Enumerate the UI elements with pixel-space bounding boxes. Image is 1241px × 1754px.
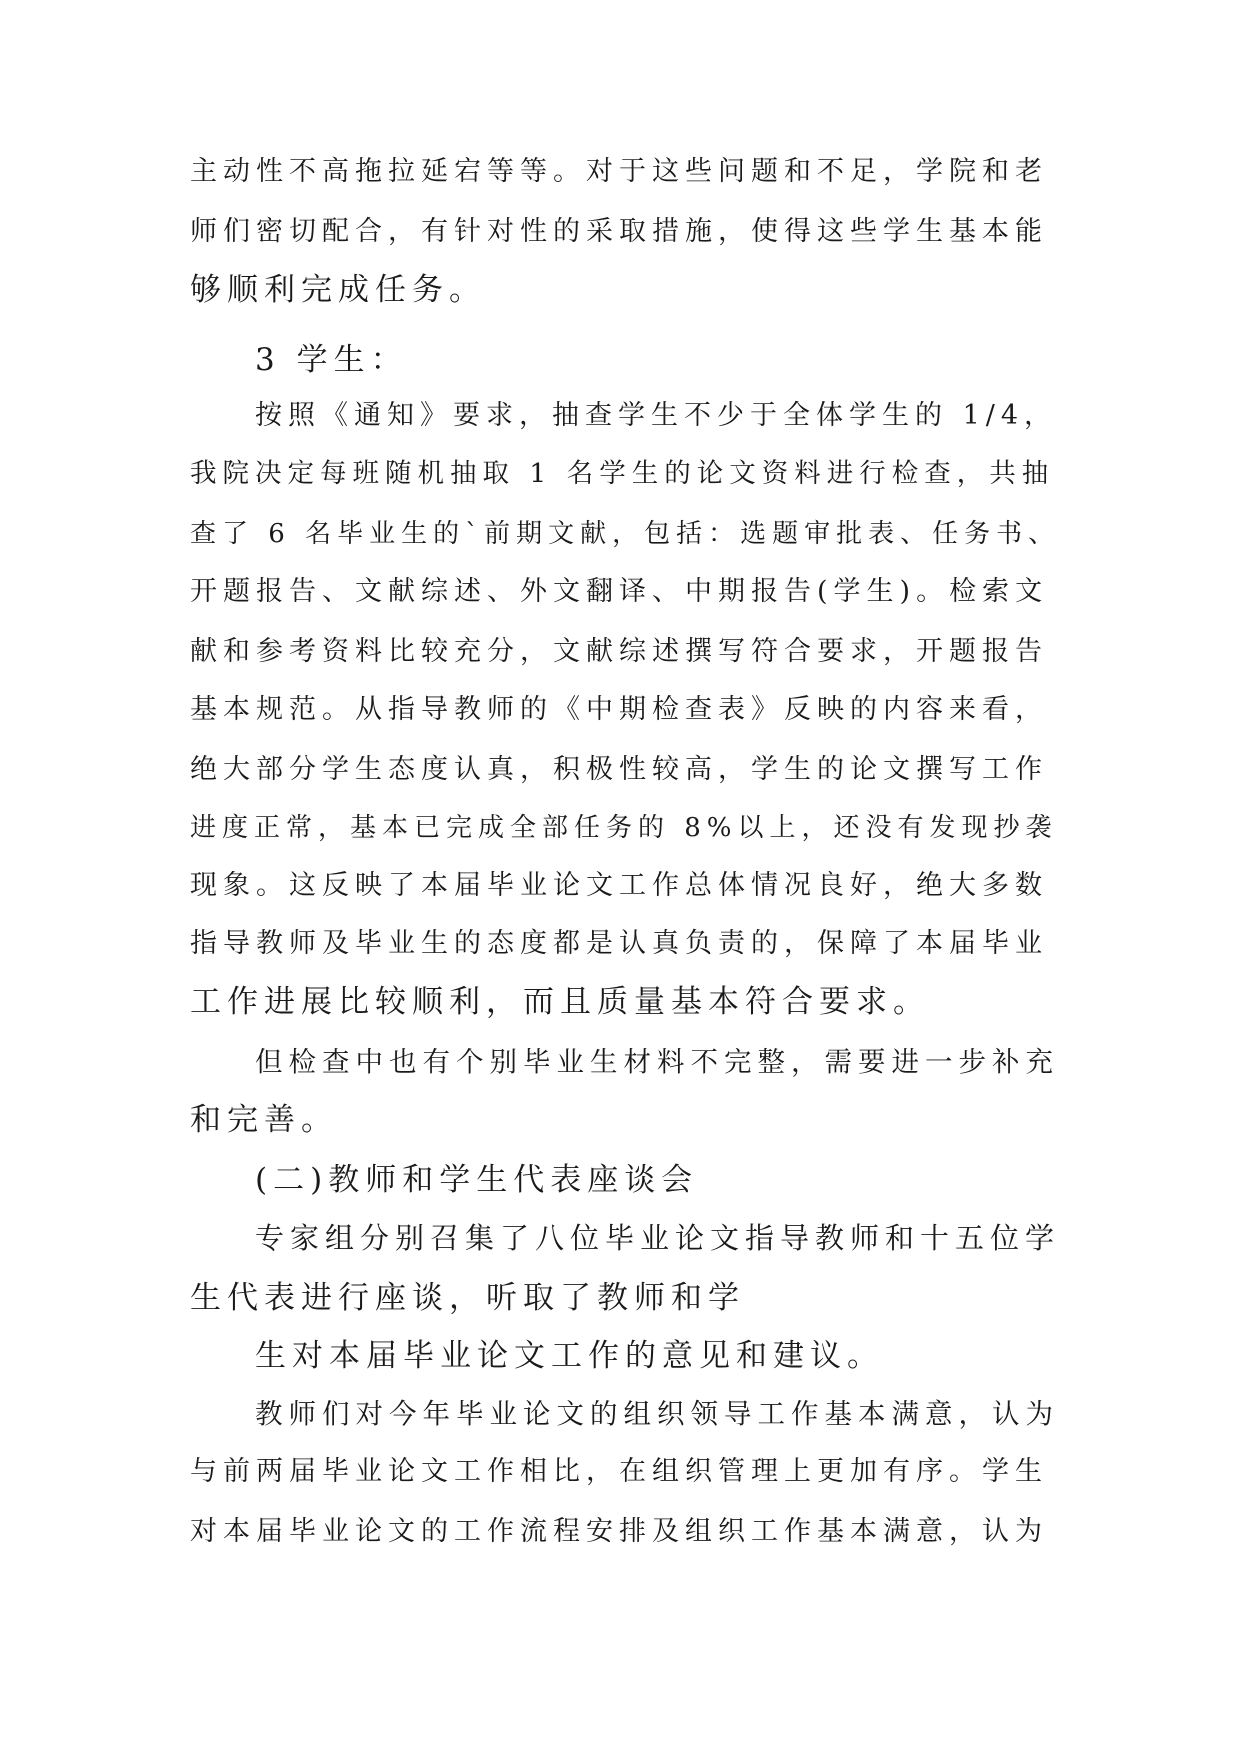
text-line: 现象。这反映了本届毕业论文工作总体情况良好，绝大多数 [190,870,1048,901]
text-line: 开题报告、文献综述、外文翻译、中期报告(学生)。检索文 [190,576,1049,607]
text-line: 和完善。 [190,1102,338,1138]
text-line: 师们密切配合，有针对性的采取措施，使得这些学生基本能 [190,216,1048,247]
section-heading: (二)教师和学生代表座谈会 [255,1162,699,1198]
text-line: 按照《通知》要求，抽查学生不少于全体学生的 1/4， [255,400,1058,431]
section-heading: 3 学生： [255,342,408,378]
text-line: 基本规范。从指导教师的《中期检查表》反映的内容来看， [190,694,1048,725]
text-line: 工作进展比较顺利，而且质量基本符合要求。 [190,984,930,1020]
text-line: 我院决定每班随机抽取 1 名学生的论文资料进行检查，共抽 [190,458,1055,489]
text-line: 绝大部分学生态度认真，积极性较高，学生的论文撰写工作 [190,754,1048,785]
text-line: 献和参考资料比较充分，文献综述撰写符合要求，开题报告 [190,636,1048,667]
text-line: 生对本届毕业论文工作的意见和建议。 [255,1338,884,1374]
text-line: 生代表进行座谈，听取了教师和学 [190,1280,745,1316]
text-line: 指导教师及毕业生的态度都是认真负责的，保障了本届毕业 [190,928,1048,959]
text-line: 查了 6 名毕业生的`前期文献，包括：选题审批表、任务书、 [190,519,1061,549]
text-line: 对本届毕业论文的工作流程安排及组织工作基本满意，认为 [190,1516,1048,1547]
text-line: 够顺利完成任务。 [190,272,486,308]
text-line: 专家组分别召集了八位毕业论文指导教师和十五位学 [255,1221,1061,1255]
text-line: 但检查中也有个别毕业生材料不完整，需要进一步补充 [255,1046,1059,1078]
text-line: 进度正常，基本已完成全部任务的 8%以上，还没有发现抄袭 [190,813,1058,843]
text-line: 主动性不高拖拉延宕等等。对于这些问题和不足，学院和老 [190,156,1048,187]
text-line: 与前两届毕业论文工作相比，在组织管理上更加有序。学生 [190,1456,1048,1487]
text-line: 教师们对今年毕业论文的组织领导工作基本满意，认为 [255,1398,1059,1430]
